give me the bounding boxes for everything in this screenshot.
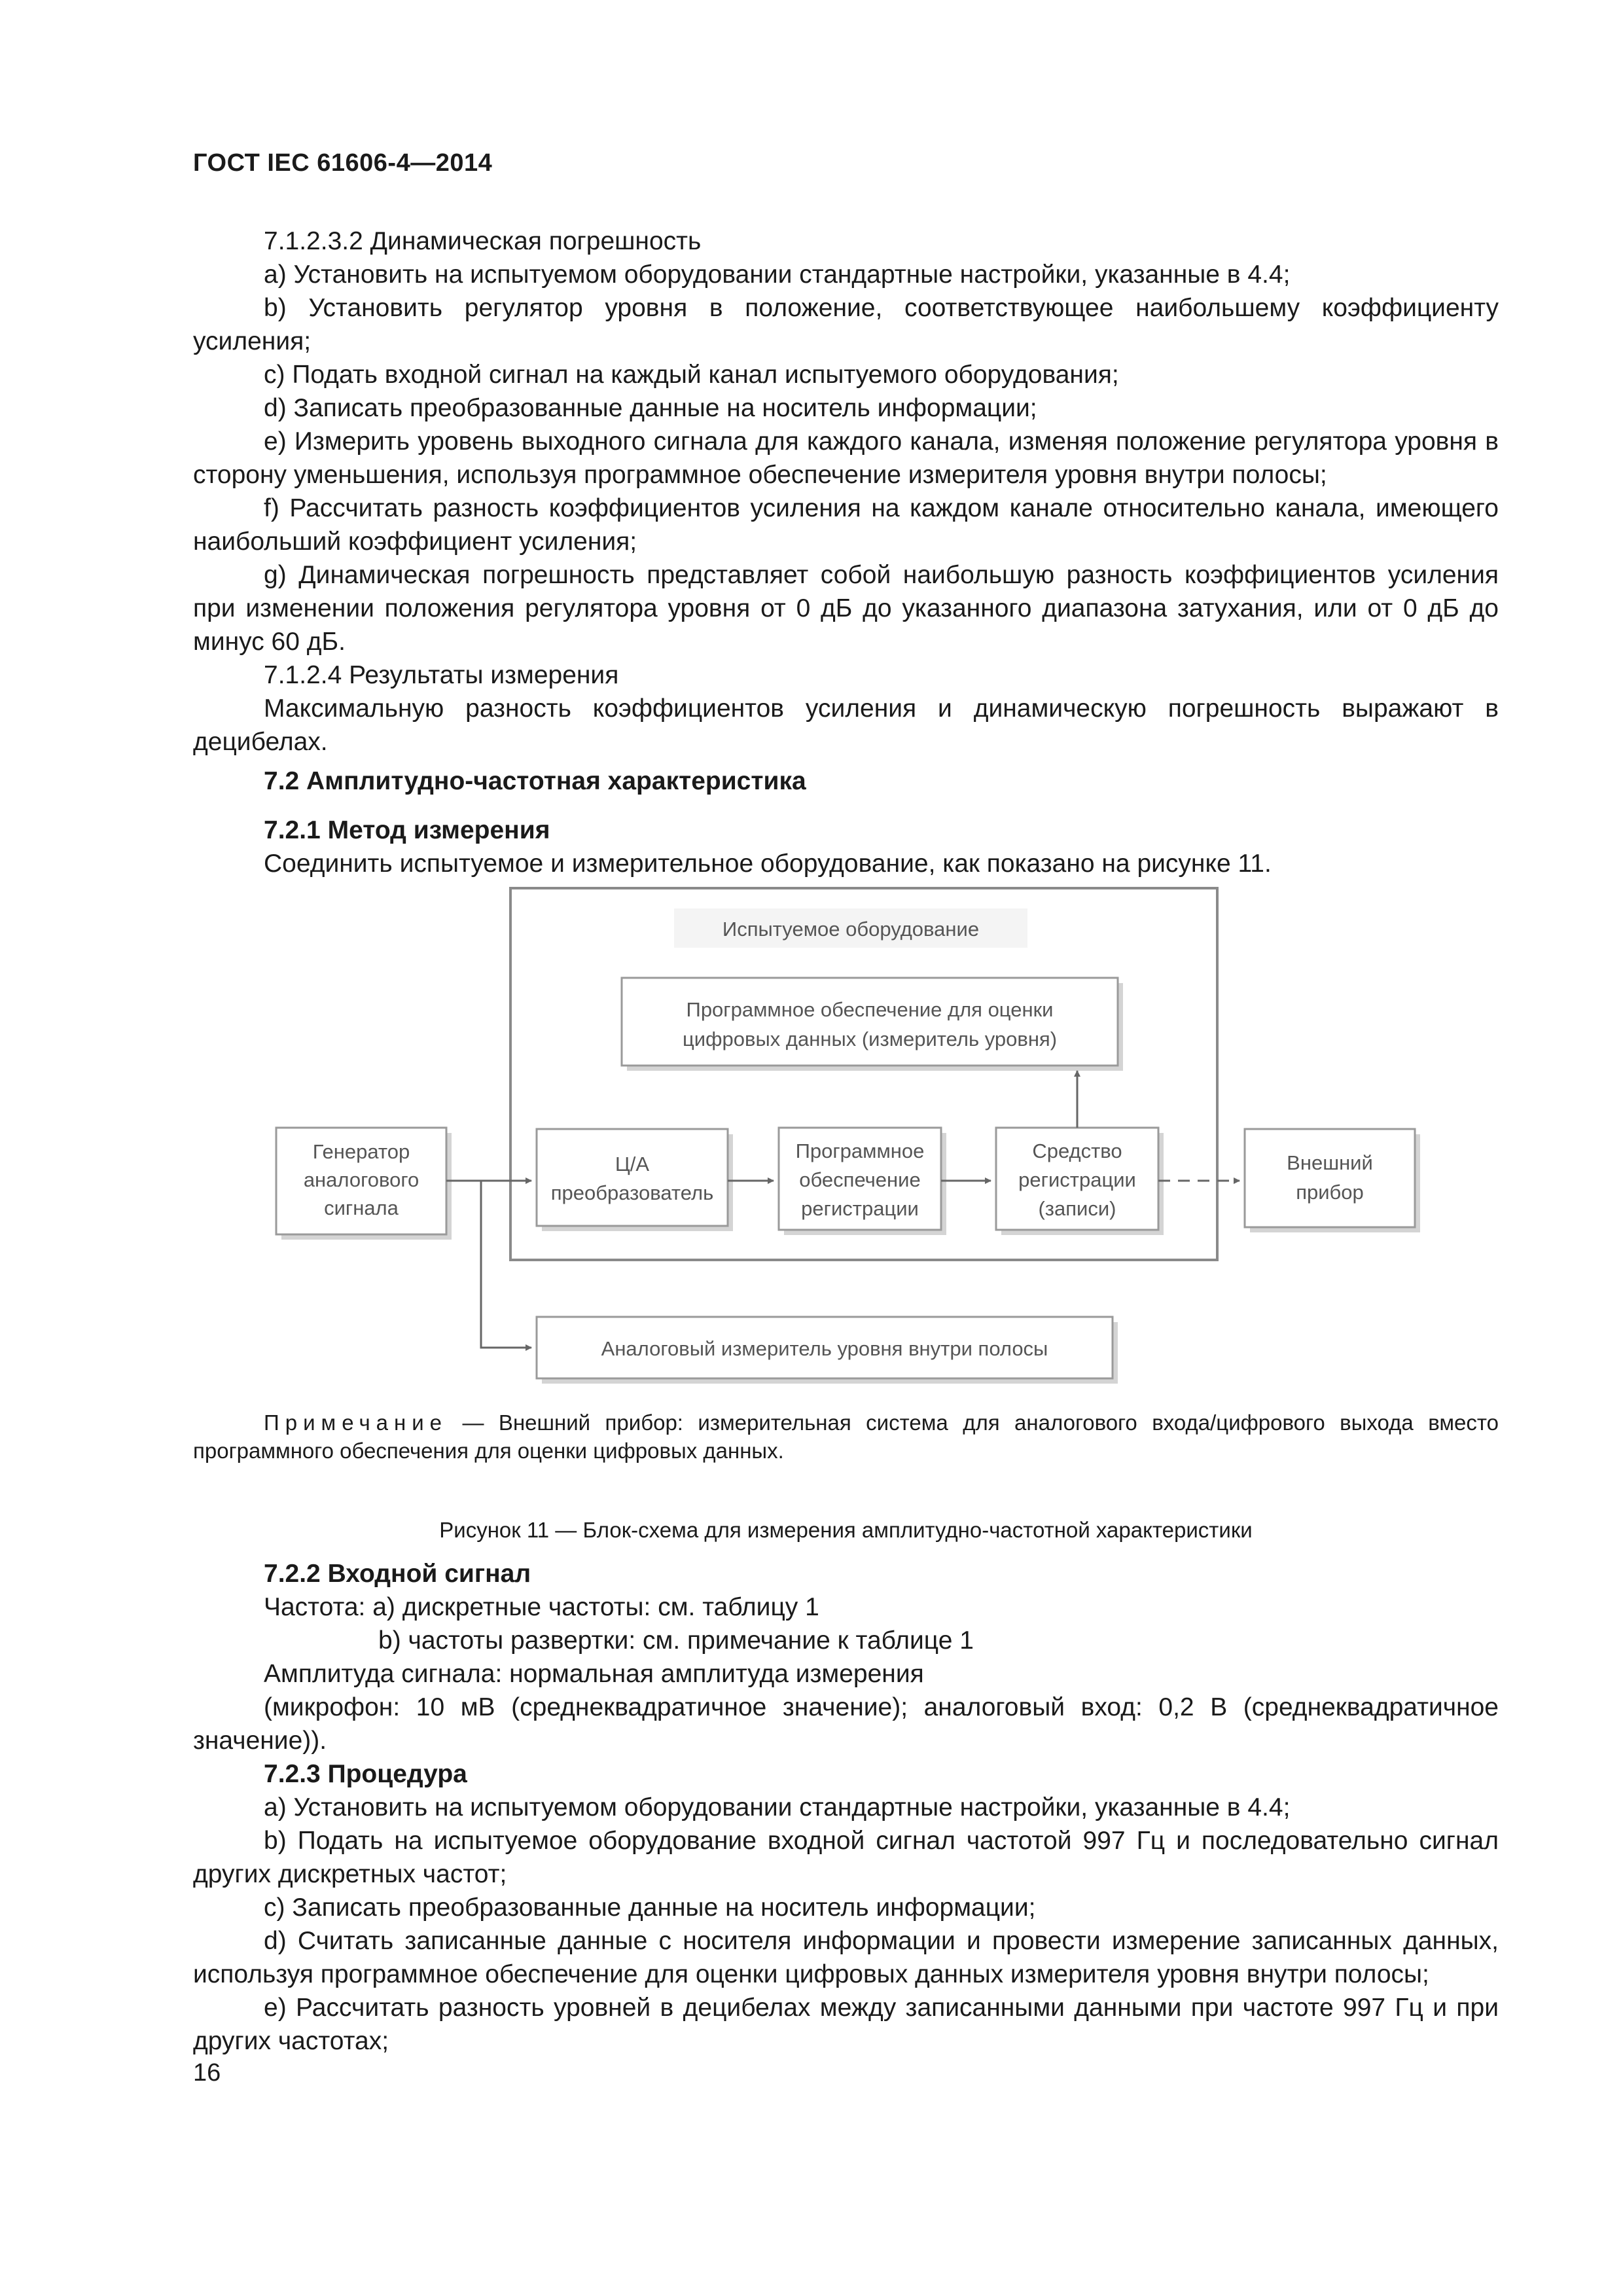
section-7-2-2 [193, 1557, 1499, 2058]
recorder-line: регистрации [1018, 1168, 1136, 1191]
paragraph: Максимальную разность коэффициентов усиления и динамическую погрешность выражают в децибелах. [193, 694, 1499, 756]
paragraph: g) Динамическая погрешность представляет собой наибольшую разность коэффициентов усиления при изменении положения регулятора уровня от 0 дБ до указанного диапазона затухания, или от 0 дБ до минус 60 дБ. [193, 561, 1499, 656]
paragraph: с) Подать входной сигнал на каждый канал испытуемого оборудования; [264, 361, 1119, 389]
registration-software-line: регистрации [801, 1197, 919, 1220]
figure-caption: Рисунок 11 — Блок-схема для измерения амплитудно-частотной характеристики [439, 1518, 1253, 1542]
da-converter-line: преобразователь [550, 1181, 714, 1204]
recorder-line: Средство [1032, 1139, 1122, 1162]
note-paragraph [193, 1408, 1499, 1465]
generator-box [276, 1128, 452, 1240]
da-converter-box [537, 1129, 733, 1231]
paragraph: 7.1.2.4 Результаты измерения [264, 661, 619, 689]
registration-software-line: обеспечение [799, 1168, 921, 1191]
paragraph: а) Установить на испытуемом оборудовании стандартные настройки, указанные в 4.4; [264, 1793, 1291, 1821]
analog-meter-box [537, 1317, 1118, 1384]
software-eval-line2: цифровых данных (измеритель уровня) [682, 1028, 1058, 1050]
recorder-box [996, 1128, 1164, 1235]
external-device-line: прибор [1296, 1181, 1364, 1204]
paragraph: е) Рассчитать разность уровней в децибелах между записанными данными при частоте 997 Гц и при других частотах; [193, 1994, 1499, 2055]
section-heading: 7.2.3 Процедура [264, 1760, 467, 1788]
registration-software-box [779, 1128, 946, 1235]
generator-line: сигнала [324, 1196, 399, 1219]
external-device-box [1245, 1129, 1420, 1232]
paragraph: (микрофон: 10 мВ (среднеквадратичное значение); аналоговый вход: 0,2 В (среднеквадратичное значение)). [193, 1693, 1499, 1755]
paragraph: b) частоты развертки: см. примечание к таблице 1 [378, 1626, 974, 1655]
paragraph: b) Подать на испытуемое оборудование входной сигнал частотой 997 Гц и последовательно сигнал других дискретных частот; [193, 1827, 1499, 1888]
paragraph: а) Установить на испытуемом оборудовании стандартные настройки, указанные в 4.4; [264, 260, 1291, 289]
paragraph: е) Измерить уровень выходного сигнала для каждого канала, изменяя положение регулятора уровня в сторону уменьшения, используя программное обеспечение измерителя уровня внутри полосы; [193, 427, 1499, 489]
registration-software-line: Программное [795, 1139, 925, 1162]
paragraph: f) Рассчитать разность коэффициентов усиления на каждом канале относительно канала, имеющего наибольший коэффициент усиления; [193, 494, 1499, 556]
paragraph: d) Считать записанные данные с носителя информации и провести измерение записанных данных, используя программное обеспечение для оценки цифровых данных измерителя уровня внутри полосы; [193, 1927, 1499, 1988]
generator-line: Генератор [312, 1140, 410, 1163]
figure-note [193, 1408, 1499, 1465]
paragraph: 7.1.2.3.2 Динамическая погрешность [264, 227, 702, 255]
software-eval-line1: Программное обеспечение для оценки [686, 998, 1054, 1021]
note-label: Примечание [264, 1410, 448, 1435]
external-device-line: Внешний [1287, 1151, 1373, 1174]
section-heading: 7.2 Амплитудно-частотная характеристика [264, 767, 806, 795]
software-evaluation-box [622, 978, 1123, 1071]
section-heading: 7.2.2 Входной сигнал [264, 1560, 531, 1588]
page-number: 16 [193, 2059, 221, 2087]
recorder-line: (записи) [1038, 1197, 1116, 1220]
document-header: ГОСТ IEC 61606-4—2014 [193, 149, 493, 177]
equipment-label: Испытуемое оборудование [722, 918, 980, 941]
note-text: — Внешний прибор: измерительная система для аналогового входа/цифрового выхода вместо программного обеспечения для оценки цифровых данных. [193, 1410, 1499, 1463]
paragraph: с) Записать преобразованные данные на носитель информации; [264, 1893, 1036, 1922]
analog-meter-label: Аналоговый измеритель уровня внутри полосы [601, 1337, 1048, 1360]
da-converter-line: Ц/А [615, 1153, 650, 1175]
section-heading: 7.2.1 Метод измерения [264, 816, 550, 844]
paragraph: b) Установить регулятор уровня в положение, соответствующее наибольшему коэффициенту усиления; [193, 294, 1499, 355]
paragraph: Частота: а) дискретные частоты: см. таблицу 1 [264, 1593, 819, 1621]
paragraph: d) Записать преобразованные данные на носитель информации; [264, 394, 1037, 422]
paragraph: Соединить испытуемое и измерительное оборудование, как показано на рисунке 11. [264, 850, 1272, 878]
paragraph: Амплитуда сигнала: нормальная амплитуда измерения [264, 1660, 924, 1688]
generator-line: аналогового [303, 1168, 419, 1191]
